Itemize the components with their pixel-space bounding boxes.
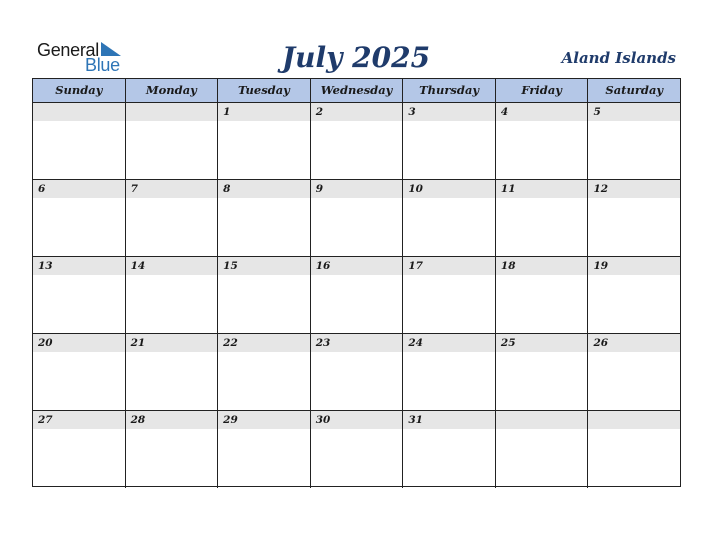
day-header-strip [311, 103, 403, 121]
day-cell [588, 411, 680, 488]
week-row [33, 411, 680, 488]
day-cell [403, 257, 496, 333]
day-number: 29 [223, 414, 238, 426]
day-cell [496, 257, 589, 333]
day-header-strip [588, 103, 680, 121]
day-number: 8 [223, 183, 231, 195]
day-cell [126, 180, 219, 256]
day-number: 15 [223, 260, 238, 272]
day-cell [496, 103, 589, 179]
day-header-strip [496, 411, 588, 429]
day-number: 13 [38, 260, 53, 272]
day-header-strip [33, 103, 125, 121]
day-number: 12 [593, 183, 609, 195]
region-name: Aland Islands [561, 49, 676, 67]
week-row [33, 180, 680, 257]
day-header-strip [126, 103, 218, 121]
week-row [33, 103, 680, 180]
day-cell [496, 411, 589, 488]
day-cell [311, 334, 404, 410]
day-number: 5 [593, 106, 601, 118]
day-number: 30 [315, 414, 331, 426]
weekday-tuesday: Tuesday [218, 79, 311, 102]
day-cell [218, 180, 311, 256]
weekday-sunday: Sunday [33, 79, 126, 102]
day-cell [588, 334, 680, 410]
day-number: 1 [223, 106, 231, 118]
weekday-friday: Friday [496, 79, 589, 102]
day-cell [33, 103, 126, 179]
day-header-strip [496, 103, 588, 121]
calendar-title: July 2025 [281, 41, 431, 74]
weekday-thursday: Thursday [403, 79, 496, 102]
day-cell [33, 257, 126, 333]
calendar-grid [32, 78, 681, 487]
day-cell [218, 334, 311, 410]
day-number: 23 [315, 337, 331, 349]
day-number: 14 [130, 260, 146, 272]
weeks-container [33, 103, 680, 488]
day-number: 26 [593, 337, 609, 349]
day-number: 25 [500, 337, 516, 349]
day-cell [126, 334, 219, 410]
day-cell [496, 334, 589, 410]
day-number: 19 [593, 260, 609, 272]
logo-text-blue: Blue [85, 55, 120, 75]
day-number: 9 [315, 183, 324, 195]
day-number: 4 [500, 106, 509, 118]
week-row [33, 334, 680, 411]
day-number: 10 [408, 183, 423, 195]
day-number: 17 [408, 260, 423, 272]
day-number: 2 [315, 106, 324, 118]
day-number: 7 [130, 183, 138, 195]
day-number: 27 [38, 414, 53, 426]
day-cell [311, 103, 404, 179]
day-cell [218, 411, 311, 488]
day-number: 3 [408, 106, 416, 118]
day-cell [126, 257, 219, 333]
day-cell [126, 411, 219, 488]
day-number: 31 [408, 414, 423, 426]
day-cell [403, 180, 496, 256]
logo-text-general: General [37, 40, 99, 60]
day-number: 21 [130, 337, 146, 349]
day-header-strip [403, 103, 495, 121]
day-cell [218, 257, 311, 333]
weekday-wednesday: Wednesday [311, 79, 404, 102]
day-cell [588, 180, 680, 256]
day-number: 6 [38, 183, 46, 195]
day-cell [403, 334, 496, 410]
week-row [33, 257, 680, 334]
weekday-saturday: Saturday [605, 83, 664, 97]
day-header-strip [588, 411, 680, 429]
day-number: 16 [315, 260, 331, 272]
day-cell [126, 103, 219, 179]
day-header-strip [218, 103, 310, 121]
day-cell [588, 257, 680, 333]
day-cell [33, 334, 126, 410]
day-cell [33, 411, 126, 488]
day-cell [403, 411, 496, 488]
day-cell [311, 180, 404, 256]
day-number: 20 [38, 337, 53, 349]
day-number: 18 [500, 260, 516, 272]
day-header-strip [33, 180, 125, 198]
day-cell [218, 103, 311, 179]
day-cell [311, 257, 404, 333]
weekday-monday: Monday [126, 79, 219, 102]
day-cell [403, 103, 496, 179]
day-number: 24 [408, 337, 423, 349]
day-number: 22 [223, 337, 238, 349]
day-cell [311, 411, 404, 488]
day-number: 11 [500, 183, 516, 195]
weekday-header-row [33, 79, 680, 103]
day-cell [33, 180, 126, 256]
day-header-strip [311, 180, 403, 198]
day-header-strip [218, 180, 310, 198]
day-cell [588, 103, 680, 179]
day-cell [496, 180, 589, 256]
day-number: 28 [130, 414, 146, 426]
day-header-strip [126, 180, 218, 198]
